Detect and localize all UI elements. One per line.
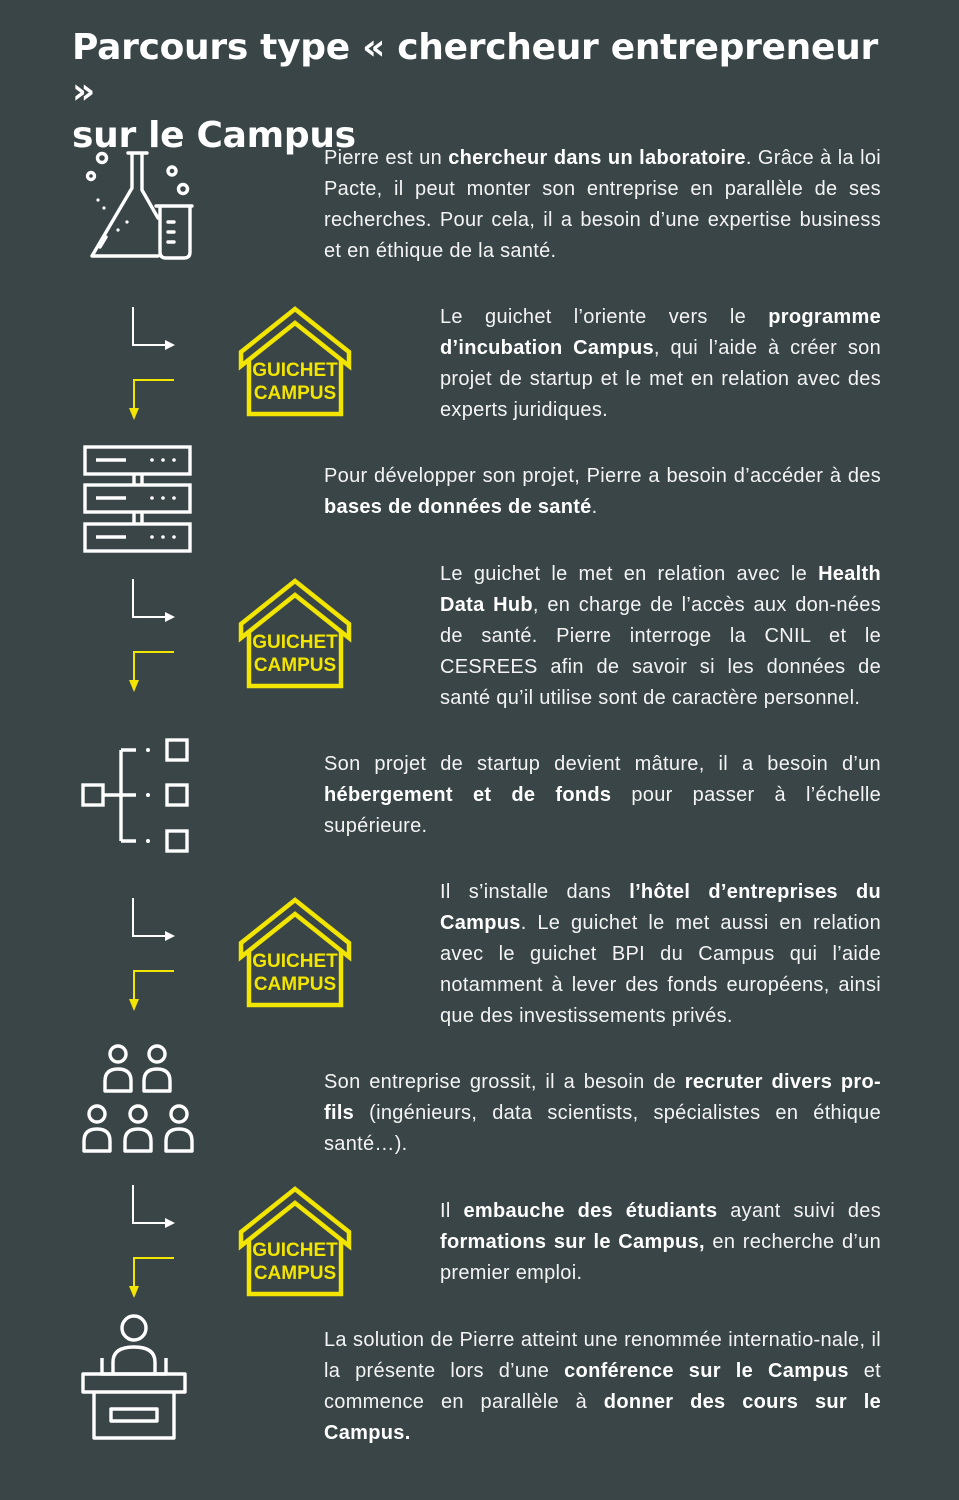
body-text: , qui l’aide à créer son projet de startup et le met en relation avec des experts juridiques. xyxy=(440,337,881,421)
arrow-right-icon xyxy=(129,1185,179,1229)
body-text: ayant suivi des xyxy=(717,1200,881,1222)
team-people-icon xyxy=(80,1043,196,1155)
guichet-line-1: GUICHET xyxy=(252,360,338,381)
highlight-text: recruter divers pro-fils xyxy=(324,1071,881,1124)
database-servers-icon xyxy=(82,444,194,556)
body-text: (ingénieurs, data scientists, spécialistes en éthique santé…). xyxy=(324,1102,881,1155)
highlight-text: embauche des étudiants xyxy=(463,1200,718,1222)
arrow-right-icon xyxy=(129,307,179,351)
guichet-campus-house-icon xyxy=(238,897,352,1009)
guichet-campus-house-icon xyxy=(238,1186,352,1298)
page-title xyxy=(72,26,892,158)
highlight-text: hébergement et de fonds xyxy=(324,784,612,806)
guichet-campus-house-icon xyxy=(238,578,352,690)
highlight-text: chercheur dans un laboratoire xyxy=(448,147,746,169)
body-text: en recherche d’un premier emploi. xyxy=(440,1231,881,1284)
title-line-1: Parcours type « chercheur entrepreneur » xyxy=(72,27,878,112)
step-5-text xyxy=(324,749,881,842)
hierarchy-tree-icon xyxy=(80,736,194,856)
step-1-text xyxy=(324,143,881,267)
guichet-line-2: CAMPUS xyxy=(253,974,337,995)
guichet-line-2: CAMPUS xyxy=(253,655,337,676)
body-text: Il s’installe dans xyxy=(440,881,630,903)
body-text: Pierre est un xyxy=(324,147,449,169)
step-7-text xyxy=(324,1067,881,1160)
body-text: , en charge de l’accès aux don-nées de santé. Pierre interroge la CNIL et le CESREES afin de savoir si les données de santé qu’il utilise sont de caractère personnel. xyxy=(440,594,881,709)
title-line-2: sur le Campus xyxy=(72,115,356,156)
highlight-text: formations sur le Campus, xyxy=(440,1231,705,1253)
step-4-text xyxy=(440,559,881,714)
guichet-campus-house-icon xyxy=(238,306,352,418)
highlight-text: Health Data Hub xyxy=(440,563,881,616)
highlight-text: donner des cours sur le Campus. xyxy=(324,1391,881,1444)
highlight-text: bases de données de santé xyxy=(324,496,592,518)
highlight-text: l’hôtel d’entreprises du Campus xyxy=(440,881,881,934)
step-6-text xyxy=(440,877,881,1032)
body-text: Pour développer son projet, Pierre a besoin d’accéder à des xyxy=(324,465,881,487)
arrow-down-icon xyxy=(126,650,176,696)
guichet-line-1: GUICHET xyxy=(252,1240,338,1261)
arrow-down-icon xyxy=(126,1256,176,1302)
highlight-text: conférence sur le Campus xyxy=(564,1360,849,1382)
conference-speaker-icon xyxy=(80,1312,190,1442)
body-text: . xyxy=(591,496,598,518)
arrow-down-icon xyxy=(126,378,176,424)
body-text: . Le guichet le met aussi en relation avec le guichet BPI du Campus qui l’aide notamment à lever des fonds européens, ainsi que des investissements privés. xyxy=(440,912,881,1027)
laboratory-flasks-icon xyxy=(80,148,200,264)
body-text: pour passer à l’échelle supérieure. xyxy=(324,784,882,837)
body-text: Le guichet l’oriente vers le xyxy=(440,306,769,328)
body-text: Il xyxy=(440,1200,464,1222)
body-text: et commence en parallèle à xyxy=(324,1360,881,1413)
step-8-text xyxy=(440,1196,881,1289)
guichet-line-2: CAMPUS xyxy=(253,383,337,404)
arrow-down-icon xyxy=(126,969,176,1015)
highlight-text: programme d’incubation Campus xyxy=(440,306,881,359)
step-2-text xyxy=(440,302,881,426)
step-3-text xyxy=(324,461,881,523)
body-text: Son projet de startup devient mâture, il a besoin d’un xyxy=(324,753,881,775)
guichet-line-1: GUICHET xyxy=(252,632,338,653)
body-text: . Grâce à la loi Pacte, il peut monter son entreprise en parallèle de ses recherches. Pour cela, il a besoin d’une expertise business et en éthique de la santé. xyxy=(324,147,882,262)
arrow-right-icon xyxy=(129,898,179,942)
body-text: Le guichet le met en relation avec le xyxy=(440,563,819,585)
guichet-line-2: CAMPUS xyxy=(253,1263,337,1284)
arrow-right-icon xyxy=(129,579,179,623)
step-9-text xyxy=(324,1325,881,1449)
body-text: La solution de Pierre atteint une renommée internatio-nale, il la présente lors d’une xyxy=(324,1329,881,1382)
body-text: Son entreprise grossit, il a besoin de xyxy=(324,1071,685,1093)
guichet-line-1: GUICHET xyxy=(252,951,338,972)
